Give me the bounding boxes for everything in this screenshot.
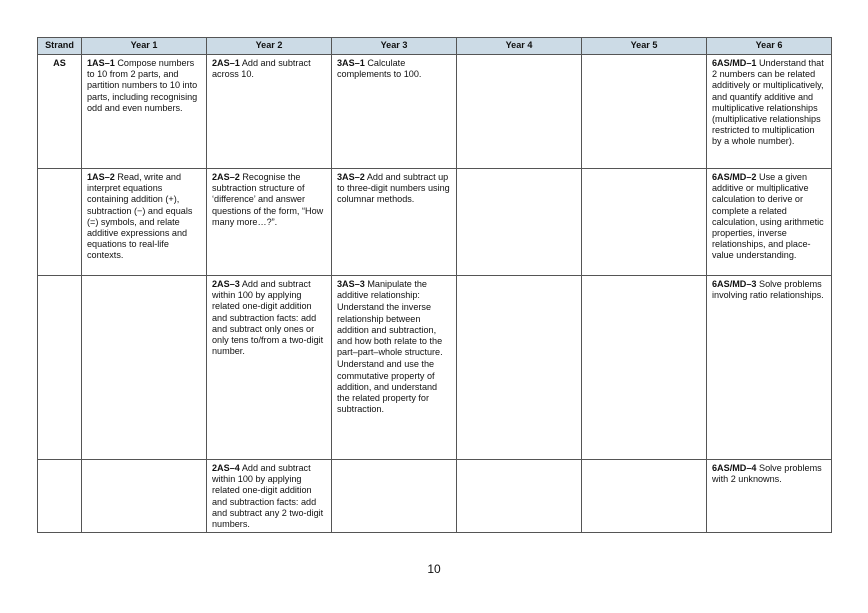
header-year-6: Year 6 xyxy=(707,38,832,55)
objective-text: Read, write and interpret equations containing addition (+), subtraction (−) and equals (=) symbols, and relate additive expressions and equations to real-life contexts. xyxy=(87,172,193,261)
table-row xyxy=(38,169,832,276)
year-6-cell xyxy=(707,55,832,169)
header-year-1: Year 1 xyxy=(82,38,207,55)
year-5-cell xyxy=(582,460,707,533)
objective-code: 2AS–4 xyxy=(212,463,240,473)
objective-text: Use a given additive or multiplicative calculation to derive or complete a related calculation, using arithmetic properties, inverse relationships, and place-value understanding. xyxy=(712,172,824,261)
year-3-cell xyxy=(332,55,457,169)
strand-cell xyxy=(38,169,82,276)
objective-text: Manipulate the additive relationship: xyxy=(337,279,427,301)
objective-text: Recognise the subtraction structure of ‘difference’ and answer questions of the form, “How many more…?”. xyxy=(212,172,324,227)
year-3-cell xyxy=(332,169,457,276)
header-strand: Strand xyxy=(38,38,82,55)
year-6-cell xyxy=(707,276,832,460)
objective-text: Add and subtract within 100 by applying related one-digit addition and subtraction facts: add and subtract only ones or only tens to/from a two-digit number. xyxy=(212,279,324,357)
year-2-cell xyxy=(207,460,332,533)
header-year-3: Year 3 xyxy=(332,38,457,55)
curriculum-table xyxy=(37,37,832,533)
year-4-cell xyxy=(457,276,582,460)
objective-code: 2AS–3 xyxy=(212,279,240,289)
strand-cell: AS xyxy=(38,55,82,169)
year-5-cell xyxy=(582,169,707,276)
objective-code: 6AS/MD–3 xyxy=(712,279,757,289)
year-4-cell xyxy=(457,460,582,533)
strand-cell xyxy=(38,276,82,460)
objective-text: Add and subtract up to three-digit numbers using columnar methods. xyxy=(337,172,450,205)
header-year-2: Year 2 xyxy=(207,38,332,55)
year-2-cell xyxy=(207,55,332,169)
strand-cell xyxy=(38,460,82,533)
objective-code: 2AS–1 xyxy=(212,58,240,68)
objective-paragraph: Understand and use the commutative property of addition, and understand the related property for subtraction. xyxy=(337,359,438,415)
year-1-cell xyxy=(82,169,207,276)
year-1-cell xyxy=(82,55,207,169)
year-4-cell xyxy=(457,169,582,276)
objective-text: Add and subtract within 100 by applying related one-digit addition and subtraction facts: add and subtract any 2 two-digit numbers. xyxy=(212,463,324,530)
header-year-4: Year 4 xyxy=(457,38,582,55)
objective-text: Understand that 2 numbers can be related additively or multiplicatively, and quantify additive and multiplicative relationships (multiplicative relationships restricted to multiplication by a whole number). xyxy=(712,58,824,147)
year-3-cell xyxy=(332,276,457,460)
objective-text: Calculate complements to 100. xyxy=(337,58,422,80)
page-number: 10 xyxy=(427,562,441,576)
table-row xyxy=(38,55,832,169)
objective-paragraph: Understand the inverse relationship between addition and subtraction, and how both relate to the part–part–whole structure. xyxy=(337,302,443,358)
year-5-cell xyxy=(582,55,707,169)
objective-code: 1AS–1 xyxy=(87,58,115,68)
objective-code: 6AS/MD–4 xyxy=(712,463,757,473)
table-row xyxy=(38,276,832,460)
year-3-cell xyxy=(332,460,457,533)
year-5-cell xyxy=(582,276,707,460)
objective-code: 3AS–3 xyxy=(337,279,365,289)
year-1-cell xyxy=(82,276,207,460)
objective-paragraph xyxy=(337,279,451,301)
year-1-cell xyxy=(82,460,207,533)
objective-code: 3AS–2 xyxy=(337,172,365,182)
objective-code: 6AS/MD–1 xyxy=(712,58,757,68)
objective-code: 3AS–1 xyxy=(337,58,365,68)
objective-text: Solve problems involving ratio relationships. xyxy=(712,279,824,301)
objective-text: Compose numbers to 10 from 2 parts, and partition numbers to 10 into parts, including recognising odd and even numbers. xyxy=(87,58,198,113)
header-row xyxy=(38,38,832,55)
year-2-cell xyxy=(207,169,332,276)
year-6-cell xyxy=(707,460,832,533)
year-4-cell xyxy=(457,55,582,169)
year-6-cell xyxy=(707,169,832,276)
objective-text: Solve problems with 2 unknowns. xyxy=(712,463,822,485)
objective-code: 1AS–2 xyxy=(87,172,115,182)
table-row xyxy=(38,460,832,533)
objective-code: 2AS–2 xyxy=(212,172,240,182)
year-2-cell xyxy=(207,276,332,460)
objective-code: 6AS/MD–2 xyxy=(712,172,757,182)
header-year-5: Year 5 xyxy=(582,38,707,55)
objective-text: Add and subtract across 10. xyxy=(212,58,311,80)
